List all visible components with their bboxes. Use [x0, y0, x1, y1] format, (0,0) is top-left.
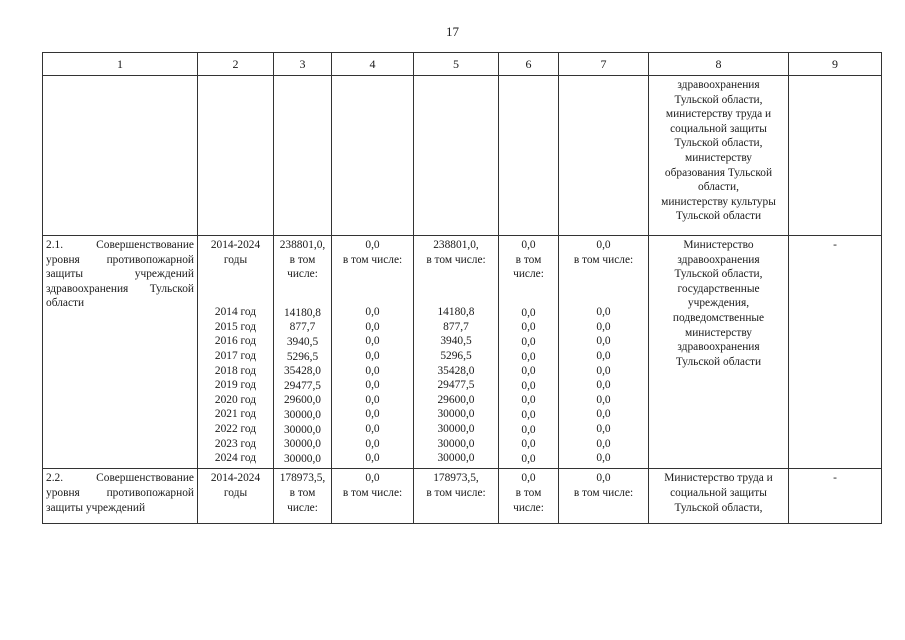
executors-cell: Министерство труда и социальной защиты Тульской области,	[649, 469, 789, 524]
column-number-row	[43, 53, 882, 76]
federal-column: 0,0 в том числе:	[332, 469, 414, 524]
extrabudget-column: 0,0 в том числе:	[559, 469, 649, 524]
column-number-1: 1	[43, 53, 198, 76]
total-column: 238801,0, в том числе: 14180,8 877,7 3940,5 5296,5 35428,0 29477,5 29600,0 30000,0 30000,0 30000,0 30000,0	[274, 236, 332, 469]
column-number-4: 4	[332, 53, 414, 76]
federal-column: 0,0 в том числе: 0,0 0,0 0,0 0,0 0,0 0,0 0,0 0,0 0,0 0,0 0,0	[332, 236, 414, 469]
local-column: 0,0 в том числе:	[499, 469, 559, 524]
measure-row-2-1	[43, 236, 882, 469]
page-number: 17	[446, 24, 459, 39]
continuation-row	[43, 76, 882, 236]
period-column: 2014-2024 годы 2014 год 2015 год 2016 год 2017 год 2018 год 2019 год 2020 год 2021 год 2022 год 2023 год 2024 год	[198, 236, 274, 469]
column-number-5: 5	[414, 53, 499, 76]
regional-column: 178973,5, в том числе:	[414, 469, 499, 524]
column-number-2: 2	[198, 53, 274, 76]
local-column: 0,0 в том числе: 0,0 0,0 0,0 0,0 0,0 0,0 0,0 0,0 0,0 0,0 0,0	[499, 236, 559, 469]
executors-cell: Министерство здравоохранения Тульской области, государственные учреждения, подведомственные министерству здравоохранения Тульской области	[649, 236, 789, 469]
measure-name: 2.1. Совершенствование уровня противопожарной защиты учреждений здравоохранения Тульской области	[43, 236, 198, 469]
measure-row-2-2	[43, 469, 882, 524]
executors-cell: здравоохранения Тульской области, министерству труда и социальной защиты Тульской области, министерству образования Тульской области, министерству культуры Тульской области	[649, 76, 789, 236]
column-number-3: 3	[274, 53, 332, 76]
total-column: 178973,5, в том числе:	[274, 469, 332, 524]
period-column: 2014-2024 годы	[198, 469, 274, 524]
column-number-9: 9	[789, 53, 882, 76]
column-number-6: 6	[499, 53, 559, 76]
measure-name: 2.2. Совершенствование уровня противопожарной защиты учреждений	[43, 469, 198, 524]
column-number-7: 7	[559, 53, 649, 76]
result-cell: -	[789, 469, 882, 524]
result-cell: -	[789, 236, 882, 469]
column-number-8: 8	[649, 53, 789, 76]
extrabudget-column: 0,0 в том числе: 0,0 0,0 0,0 0,0 0,0 0,0 0,0 0,0 0,0 0,0 0,0	[559, 236, 649, 469]
regional-column: 238801,0, в том числе: 14180,8 877,7 3940,5 5296,5 35428,0 29477,5 29600,0 30000,0 30000,0 30000,0 30000,0	[414, 236, 499, 469]
program-table	[42, 52, 882, 524]
